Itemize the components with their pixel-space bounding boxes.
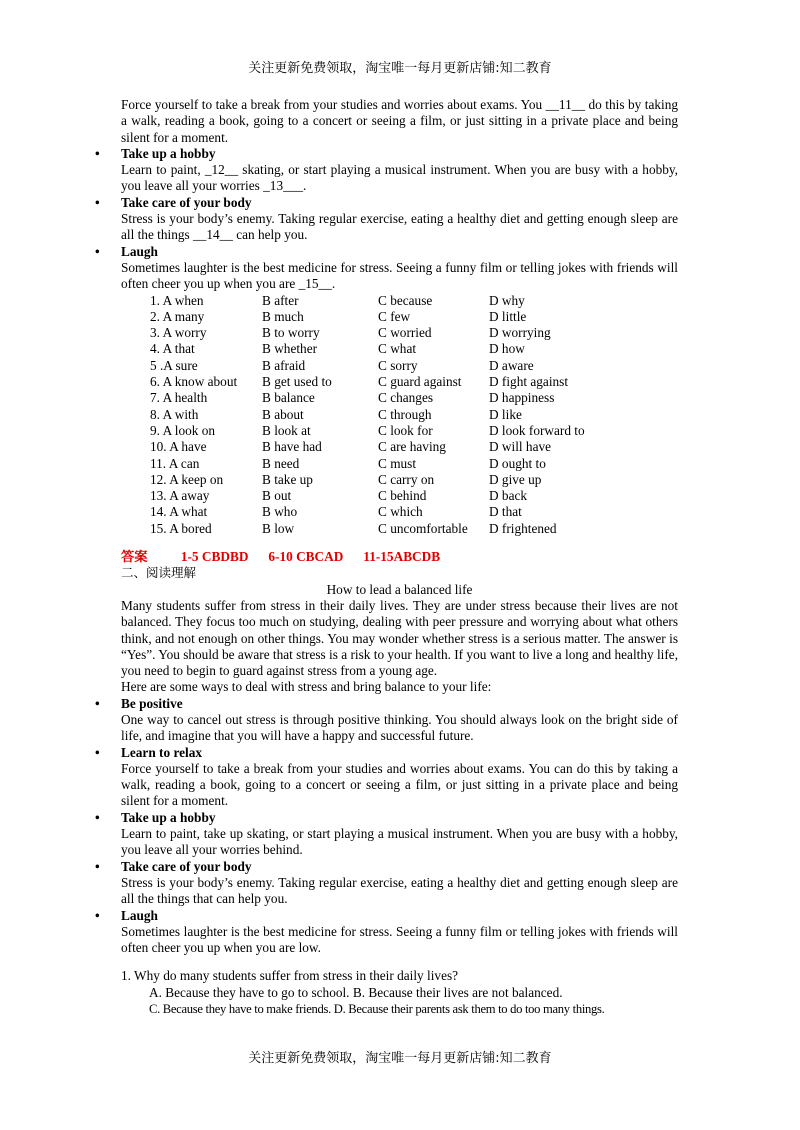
option-row: [150, 488, 678, 504]
option-cell: B look at: [262, 422, 311, 438]
option-cell: 7. A health: [150, 390, 208, 406]
option-cell: B to worry: [262, 325, 320, 341]
option-cell: D little: [489, 308, 527, 324]
reading-paragraph-positive: One way to cancel out stress is through positive thinking. You should always look on the bright side of life, and imagine that you will have a happy and successful future.: [121, 711, 678, 744]
page-footer: 关注更新免费领取，淘宝唯一每月更新店铺:知二教育: [248, 1051, 552, 1066]
option-cell: B take up: [262, 471, 313, 487]
option-cell: B out: [262, 488, 292, 504]
option-cell: C few: [378, 308, 411, 324]
option-cell: C changes: [378, 390, 434, 406]
option-cell: 3. A worry: [150, 325, 207, 341]
option-cell: 15. A bored: [150, 520, 212, 536]
option-cell: C worried: [378, 325, 432, 341]
option-cell: D like: [489, 406, 522, 422]
reading-ways: Here are some ways to deal with stress and bring balance to your life:: [121, 679, 492, 695]
question-1-stem: 1. Why do many students suffer from stress in their daily lives?: [121, 968, 459, 984]
option-cell: B who: [262, 504, 298, 520]
answer-key: 答案 1-5 CBDBD 6-10 CBCAD 11-15ABCDB: [121, 549, 441, 565]
option-cell: D how: [489, 341, 525, 357]
reading-paragraph-body: Stress is your body’s enemy. Taking regular exercise, eating a healthy diet and getting enough sleep are all the things that can help you.: [121, 874, 678, 907]
option-cell: 12. A keep on: [150, 471, 224, 487]
option-row: [150, 390, 678, 406]
section-title: 二、阅读理解: [121, 565, 197, 581]
option-cell: C are having: [378, 439, 446, 455]
reading-heading-relax: • Learn to relax: [121, 745, 678, 761]
option-cell: B balance: [262, 390, 315, 406]
option-cell: 1. A when: [150, 292, 204, 308]
option-row: [150, 439, 678, 455]
option-cell: B get used to: [262, 374, 332, 390]
option-cell: D frightened: [489, 520, 557, 536]
option-cell: 11. A can: [150, 455, 200, 471]
option-cell: C sorry: [378, 357, 418, 373]
option-row: [150, 358, 678, 374]
option-cell: C look for: [378, 422, 433, 438]
option-cell: 4. A that: [150, 341, 195, 357]
option-cell: D back: [489, 488, 528, 504]
option-cell: B afraid: [262, 357, 306, 373]
option-cell: C through: [378, 406, 432, 422]
option-cell: D give up: [489, 471, 542, 487]
reading-heading-positive: • Be positive: [121, 696, 678, 712]
page-header: 关注更新免费领取，淘宝唯一每月更新店铺:知二教育: [248, 61, 552, 76]
option-row: [150, 472, 678, 488]
option-cell: D worrying: [489, 325, 551, 341]
reading-title: How to lead a balanced life: [326, 581, 473, 597]
option-cell: 14. A what: [150, 504, 208, 520]
cloze-heading-laugh: • Laugh: [121, 244, 678, 260]
option-row: [150, 325, 678, 341]
reading-heading-body: • Take care of your body: [121, 859, 678, 875]
option-cell: D happiness: [489, 390, 555, 406]
option-row: [150, 407, 678, 423]
option-row: [150, 374, 678, 390]
question-1-options-ab: A. Because they have to go to school. B. Because their lives are not balanced.: [149, 984, 563, 1000]
option-cell: D fight against: [489, 374, 569, 390]
option-cell: C must: [378, 455, 417, 471]
cloze-heading-body: • Take care of your body: [121, 195, 678, 211]
reading-heading-hobby: • Take up a hobby: [121, 810, 678, 826]
option-cell: B after: [262, 292, 299, 308]
option-cell: B whether: [262, 341, 318, 357]
option-row: [150, 309, 678, 325]
option-cell: B have had: [262, 439, 322, 455]
option-cell: B need: [262, 455, 300, 471]
reading-paragraph-laugh: Sometimes laughter is the best medicine for stress. Seeing a funny film or telling jokes with friends will often cheer you up when you are low.: [121, 923, 678, 956]
cloze-paragraph-body: Stress is your body’s enemy. Taking regular exercise, eating a healthy diet and getting enough sleep are all the things __14__ can help you.: [121, 211, 678, 243]
question-1-options-cd: C. Because they have to make friends. D. Because their parents ask them to do too many things.: [149, 1002, 605, 1017]
reading-paragraph-hobby: Learn to paint, take up skating, or start playing a musical instrument. When you are busy with a hobby, you leave all your worries behind.: [121, 826, 678, 858]
option-cell: 9. A look on: [150, 422, 216, 438]
option-cell: D why: [489, 292, 525, 308]
option-cell: C which: [378, 504, 423, 520]
reading-paragraph-relax: Force yourself to take a break from your studies and worries about exams. You can do this by taking a walk, reading a book, going to a concert or seeing a film, or just sitting in a private place and being silent for a moment.: [121, 760, 678, 809]
cloze-paragraph-hobby: Learn to paint, _12__ skating, or start playing a musical instrument. When you are busy with a hobby, you leave all your worries _13___.: [121, 162, 678, 194]
option-cell: C because: [378, 292, 433, 308]
option-row: [150, 504, 678, 520]
option-cell: B much: [262, 308, 304, 324]
cloze-paragraph-relax: Force yourself to take a break from your studies and worries about exams. You __11__ do this by taking a walk, reading a book, going to a concert or seeing a film, or just sitting in a private place and being silent for a moment.: [121, 97, 678, 145]
option-cell: B low: [262, 520, 295, 536]
option-cell: C uncomfortable: [378, 520, 468, 536]
option-cell: 6. A know about: [150, 374, 238, 390]
option-cell: D aware: [489, 357, 534, 373]
document-body: [121, 97, 678, 1017]
option-cell: 13. A away: [150, 488, 210, 504]
option-cell: C guard against: [378, 374, 462, 390]
reading-heading-laugh: • Laugh: [121, 908, 678, 924]
cloze-heading-hobby: • Take up a hobby: [121, 146, 678, 162]
option-row: [150, 423, 678, 439]
cloze-paragraph-laugh: Sometimes laughter is the best medicine for stress. Seeing a funny film or telling jokes with friends will often cheer you up when you are _15__.: [121, 259, 678, 292]
option-cell: D will have: [489, 439, 552, 455]
option-cell: C behind: [378, 488, 427, 504]
option-cell: C what: [378, 341, 417, 357]
option-cell: B about: [262, 406, 304, 422]
option-cell: 8. A with: [150, 406, 199, 422]
option-cell: 2. A many: [150, 308, 205, 324]
reading-intro: Many students suffer from stress in their daily lives. They are under stress because their lives are not balanced. They focus too much on studying, dealing with peer pressure and worrying about what others think, and not enough on other things. You may wonder whether stress is a serious matter. The answer is “Yes”. You should be aware that stress is a risk to your health. If you want to live a long and healthy life, you need to begin to guard against stress from a young age.: [121, 597, 679, 679]
option-row: [150, 456, 678, 472]
option-cell: D ought to: [489, 455, 546, 471]
option-row: [150, 521, 678, 537]
options-table: [150, 293, 678, 537]
option-cell: 5 .A sure: [150, 357, 198, 373]
option-cell: 10. A have: [150, 439, 207, 455]
option-cell: C carry on: [378, 471, 435, 487]
option-row: [150, 293, 678, 309]
option-cell: D that: [489, 504, 522, 520]
option-row: [150, 341, 678, 357]
option-cell: D look forward to: [489, 422, 585, 438]
